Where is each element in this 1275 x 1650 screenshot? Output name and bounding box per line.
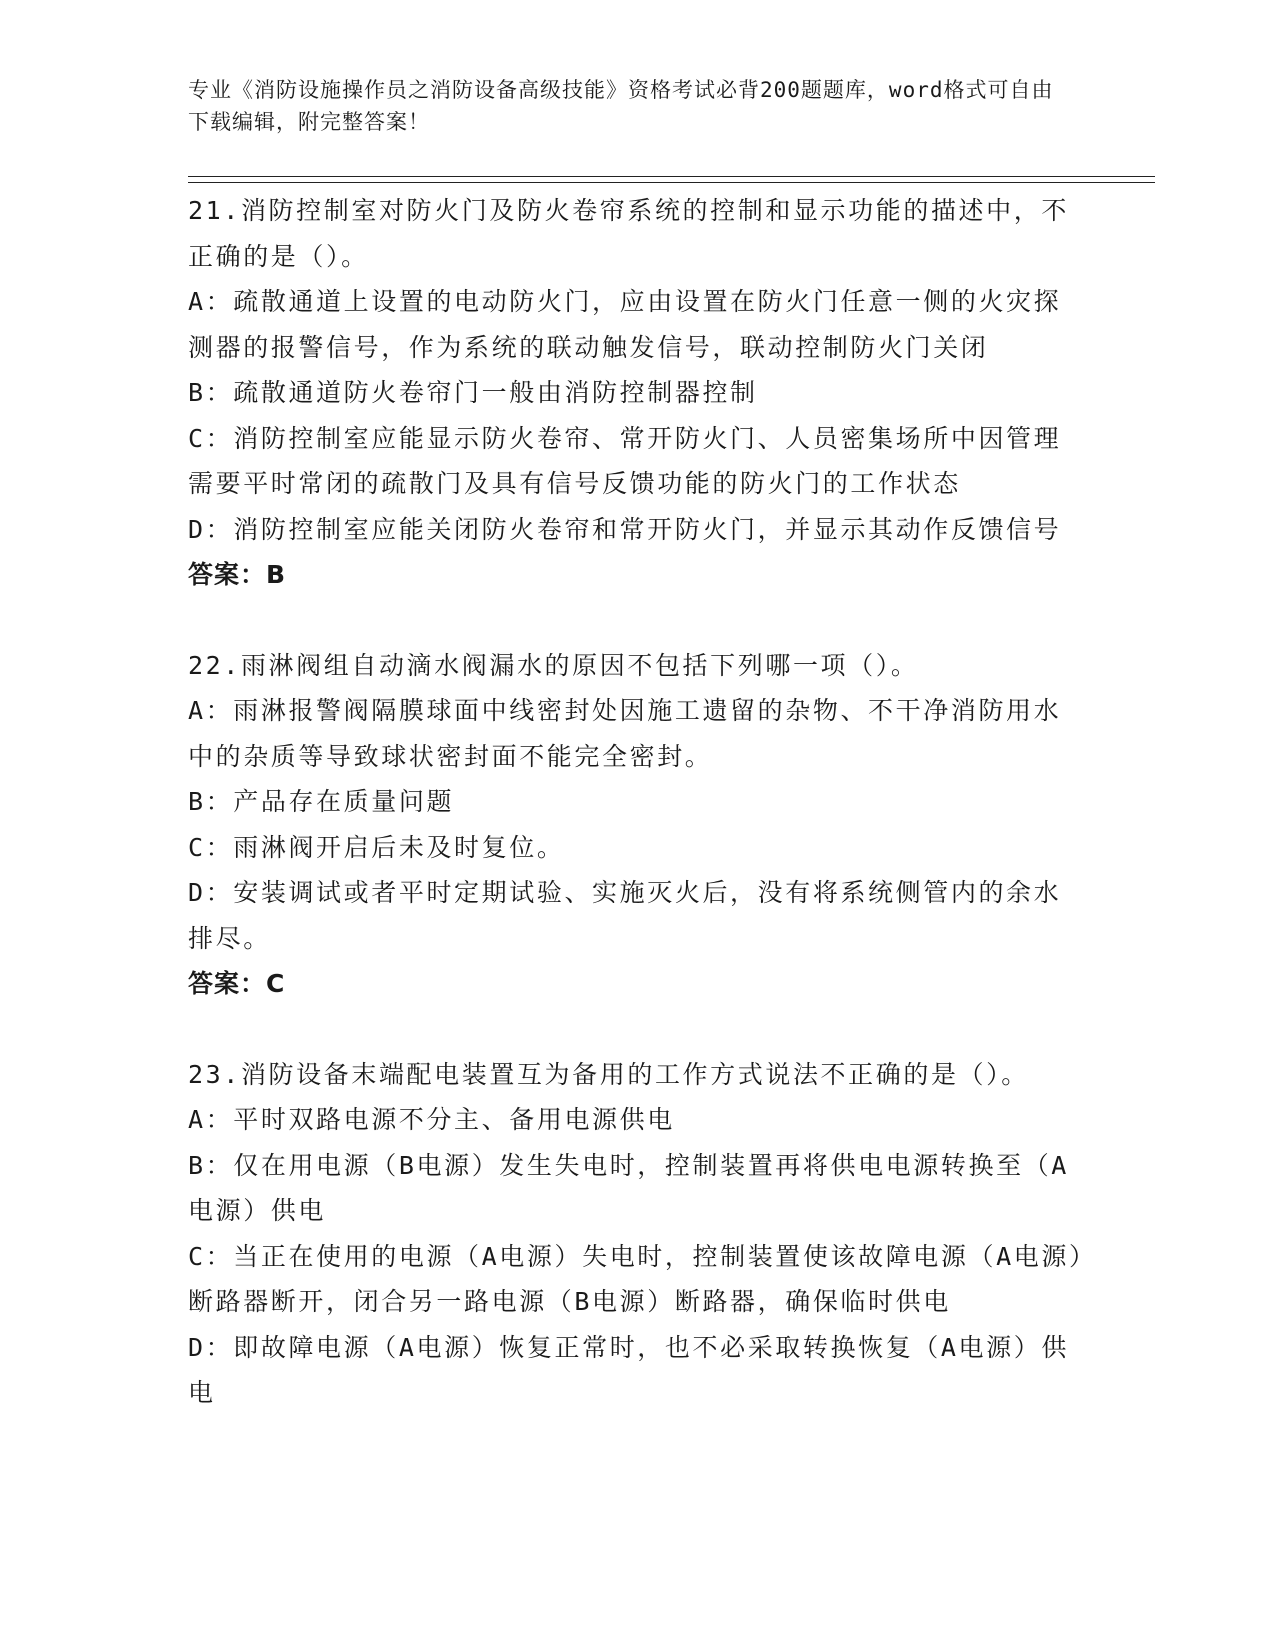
question-option: D：安装调试或者平时定期试验、实施灭火后，没有将系统侧管内的余水排尽。 — [188, 878, 1062, 953]
question-option: A：疏散通道上设置的电动防火门，应由设置在防火门任意一侧的火灾探测器的报警信号，作为系统的联动触发信号，联动控制防火门关闭 — [188, 287, 1062, 362]
question-option: C：当正在使用的电源（A电源）失电时，控制装置使该故障电源（A电源）断路器断开，闭合另一路电源（B电源）断路器，确保临时供电 — [188, 1241, 1085, 1316]
question-item — [188, 1052, 1088, 1416]
question-list — [188, 188, 1088, 1461]
question-answer: 答案：C — [188, 969, 286, 998]
question-option: D：消防控制室应能关闭防火卷帘和常开防火门，并显示其动作反馈信号 — [188, 514, 1062, 544]
question-option: C：消防控制室应能显示防火卷帘、常开防火门、人员密集场所中因管理需要平时常闭的疏散门及具有信号反馈功能的防火门的工作状态 — [188, 423, 1062, 498]
question-option: A：雨淋报警阀隔膜球面中线密封处因施工遗留的杂物、不干净消防用水中的杂质等导致球状密封面不能完全密封。 — [188, 696, 1062, 771]
question-stem: 22.雨淋阀组自动滴水阀漏水的原因不包括下列哪一项（）。 — [188, 650, 919, 680]
question-option: A：平时双路电源不分主、备用电源供电 — [188, 1105, 675, 1134]
header-divider-line — [188, 182, 1155, 183]
question-item — [188, 188, 1088, 598]
question-stem: 23.消防设备末端配电装置互为备用的工作方式说法不正确的是（）。 — [188, 1059, 1029, 1089]
question-option: B：产品存在质量问题 — [188, 787, 455, 816]
question-answer: 答案：B — [188, 560, 287, 589]
document-header — [188, 74, 1068, 138]
question-option: D：即故障电源（A电源）恢复正常时，也不必采取转换恢复（A电源）供电 — [188, 1332, 1069, 1407]
question-option: B：疏散通道防火卷帘门一般由消防控制器控制 — [188, 378, 758, 407]
question-item — [188, 643, 1088, 1007]
question-option: C：雨淋阀开启后未及时复位。 — [188, 832, 565, 862]
question-stem: 21.消防控制室对防火门及防火卷帘系统的控制和显示功能的描述中，不正确的是（）。 — [188, 196, 1069, 271]
header-divider-line — [188, 176, 1155, 177]
question-option: B：仅在用电源（B电源）发生失电时，控制装置再将供电电源转换至（A电源）供电 — [188, 1150, 1069, 1225]
header-intro-text: 专业《消防设施操作员之消防设备高级技能》资格考试必背200题题库，word格式可自由下载编辑，附完整答案！ — [188, 78, 1054, 134]
